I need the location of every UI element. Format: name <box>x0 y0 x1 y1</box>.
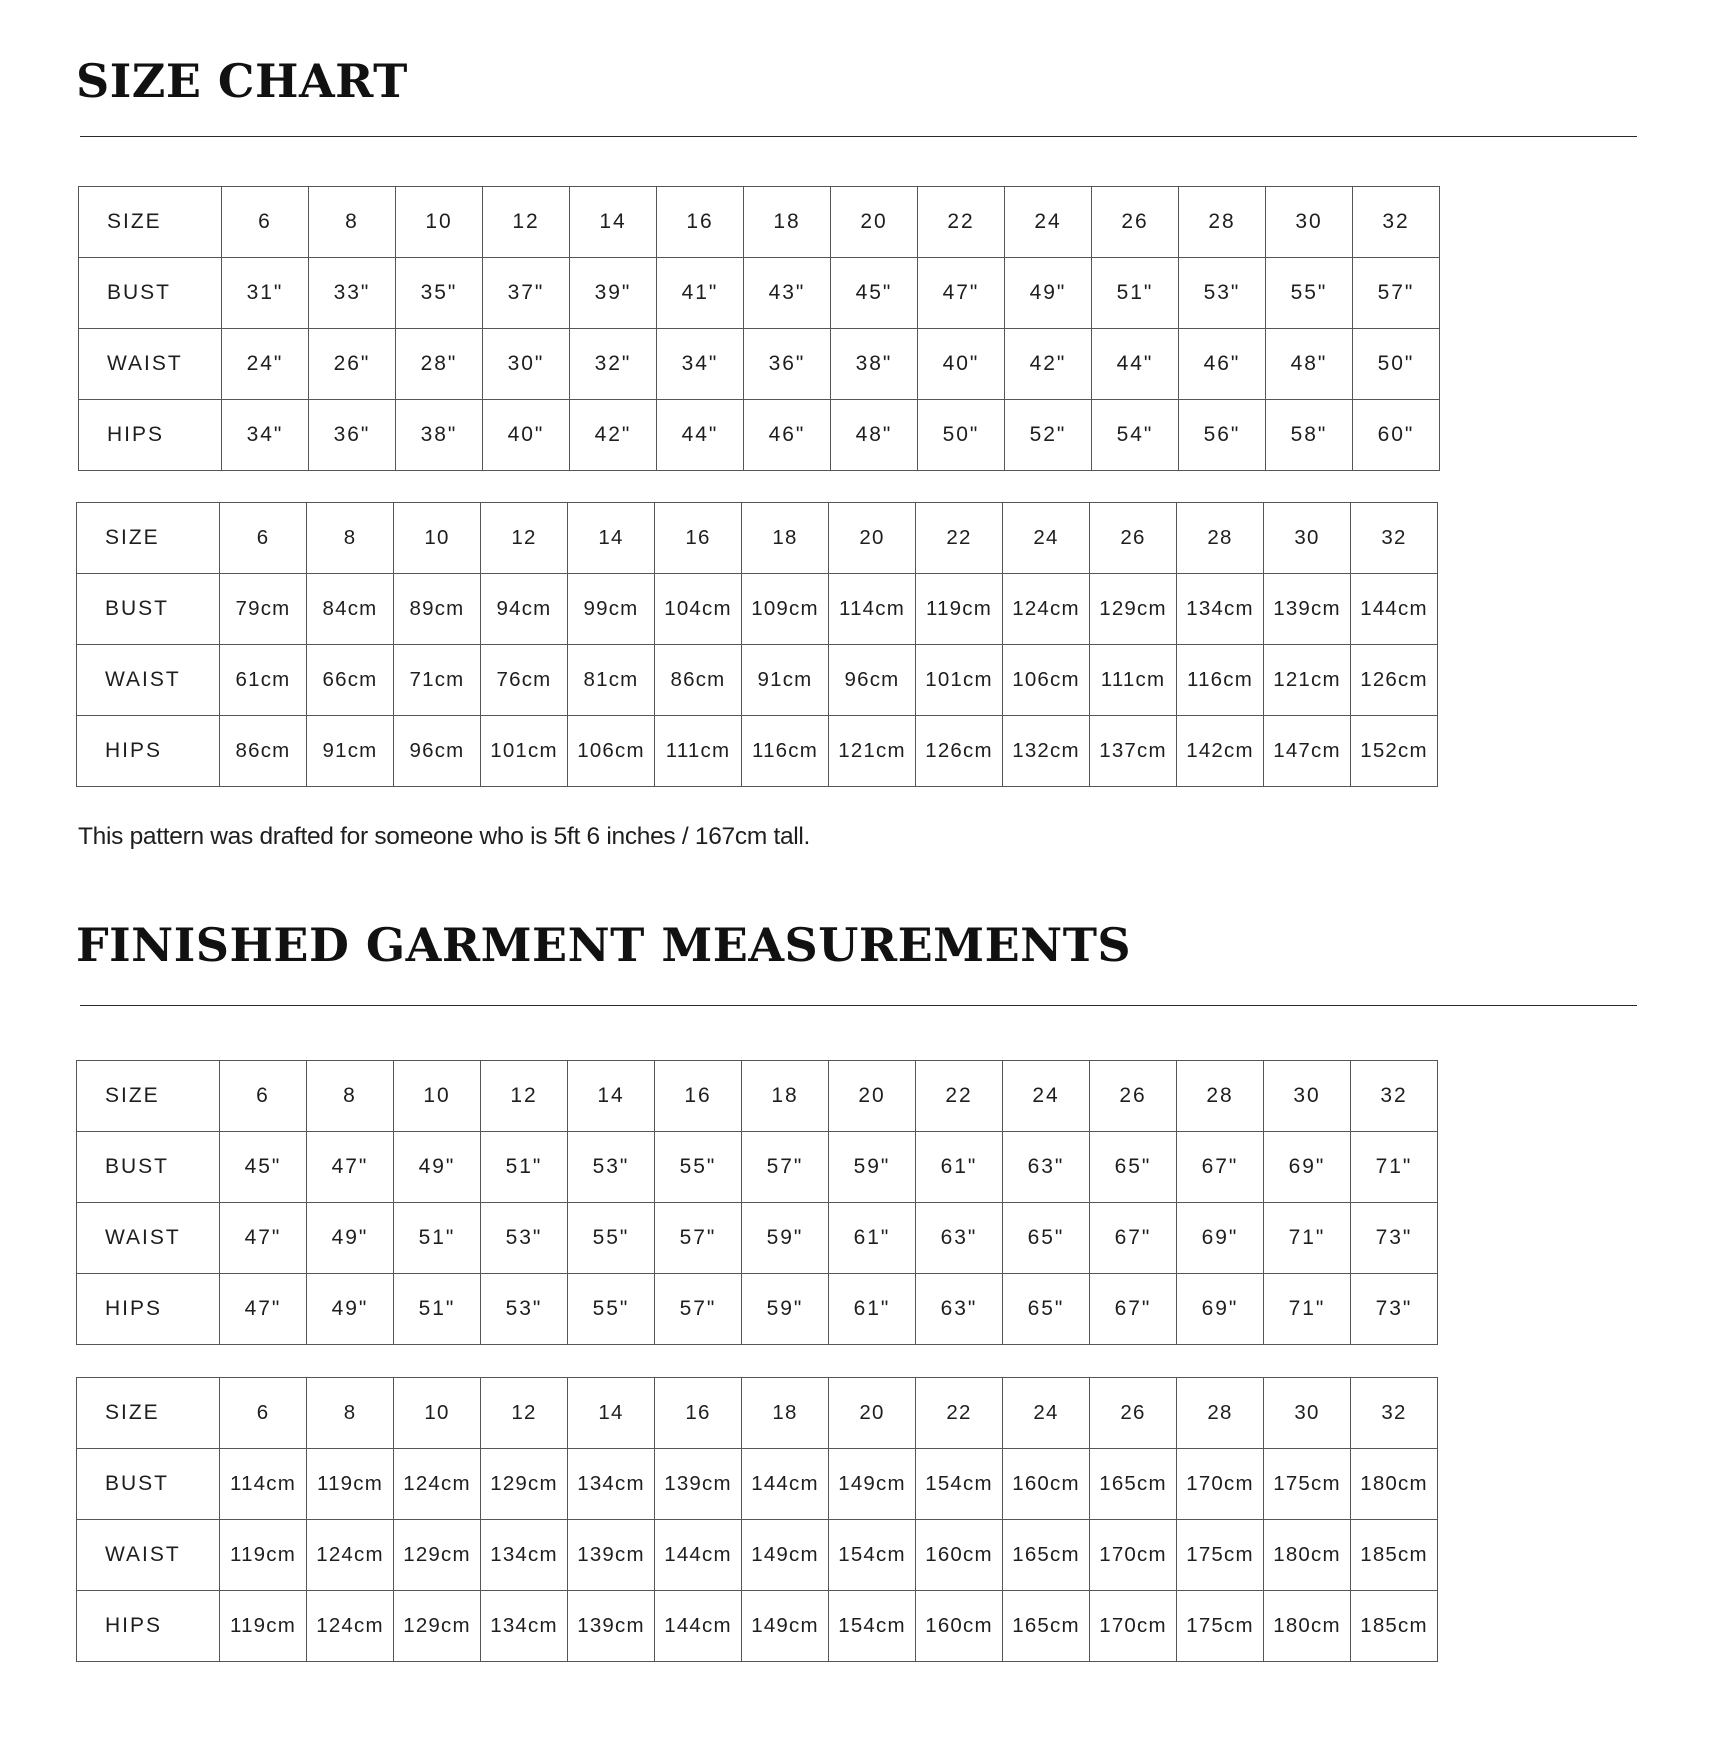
measurement-cell: 129cm <box>1090 574 1177 645</box>
measurement-cell: 57" <box>655 1274 742 1345</box>
measurement-cell: 40" <box>918 329 1005 400</box>
finished-garment-heading: FINISHED GARMENT MEASUREMENTS <box>76 918 1132 972</box>
measurement-cell: 45" <box>831 258 918 329</box>
measurement-cell: 124cm <box>307 1591 394 1662</box>
measurement-row-bust <box>77 1132 1438 1203</box>
measurement-cell: 59" <box>829 1132 916 1203</box>
size-header-cell: 8 <box>309 187 396 258</box>
measurement-cell: 71" <box>1351 1132 1438 1203</box>
measurement-cell: 42" <box>1005 329 1092 400</box>
measurement-cell: 30" <box>483 329 570 400</box>
measurement-cell: 53" <box>1179 258 1266 329</box>
size-header-cell: 8 <box>307 503 394 574</box>
measurement-cell: 36" <box>744 329 831 400</box>
row-label-size: SIZE <box>77 503 220 574</box>
measurement-cell: 73" <box>1351 1203 1438 1274</box>
measurement-cell: 65" <box>1003 1274 1090 1345</box>
measurement-cell: 47" <box>220 1203 307 1274</box>
measurement-cell: 139cm <box>1264 574 1351 645</box>
measurement-cell: 132cm <box>1003 716 1090 787</box>
measurement-cell: 139cm <box>568 1520 655 1591</box>
size-header-cell: 30 <box>1266 187 1353 258</box>
measurement-cell: 96cm <box>394 716 481 787</box>
measurement-cell: 49" <box>394 1132 481 1203</box>
measurement-cell: 49" <box>307 1203 394 1274</box>
size-header-cell: 8 <box>307 1378 394 1449</box>
measurement-cell: 101cm <box>916 645 1003 716</box>
measurement-cell: 180cm <box>1351 1449 1438 1520</box>
measurement-cell: 53" <box>568 1132 655 1203</box>
measurement-cell: 65" <box>1003 1203 1090 1274</box>
size-header-cell: 30 <box>1264 1378 1351 1449</box>
size-header-cell: 14 <box>568 503 655 574</box>
measurement-cell: 160cm <box>916 1520 1003 1591</box>
measurement-cell: 124cm <box>394 1449 481 1520</box>
measurement-cell: 35" <box>396 258 483 329</box>
measurement-cell: 28" <box>396 329 483 400</box>
measurement-row-waist <box>77 1520 1438 1591</box>
measurement-cell: 66cm <box>307 645 394 716</box>
measurement-cell: 170cm <box>1090 1591 1177 1662</box>
measurement-cell: 38" <box>396 400 483 471</box>
measurement-cell: 79cm <box>220 574 307 645</box>
size-header-cell: 32 <box>1353 187 1440 258</box>
finished-garment-cm-table <box>76 1377 1438 1662</box>
row-label-size: SIZE <box>77 1378 220 1449</box>
size-header-cell: 6 <box>222 187 309 258</box>
measurement-cell: 47" <box>918 258 1005 329</box>
measurement-cell: 175cm <box>1264 1449 1351 1520</box>
size-header-cell: 26 <box>1090 1378 1177 1449</box>
measurement-row-bust <box>79 258 1440 329</box>
size-header-cell: 12 <box>481 1378 568 1449</box>
size-header-cell: 14 <box>568 1061 655 1132</box>
measurement-row-waist <box>77 1203 1438 1274</box>
measurement-cell: 42" <box>570 400 657 471</box>
measurement-cell: 46" <box>1179 329 1266 400</box>
measurement-row-bust <box>77 574 1438 645</box>
measurement-cell: 61" <box>829 1274 916 1345</box>
measurement-cell: 45" <box>220 1132 307 1203</box>
measurement-cell: 61" <box>829 1203 916 1274</box>
measurement-cell: 37" <box>483 258 570 329</box>
measurement-cell: 165cm <box>1090 1449 1177 1520</box>
measurement-cell: 36" <box>309 400 396 471</box>
measurement-cell: 134cm <box>568 1449 655 1520</box>
measurement-cell: 24" <box>222 329 309 400</box>
measurement-cell: 154cm <box>829 1591 916 1662</box>
measurement-cell: 129cm <box>481 1449 568 1520</box>
measurement-cell: 81cm <box>568 645 655 716</box>
size-header-cell: 12 <box>481 503 568 574</box>
size-header-cell: 10 <box>394 1378 481 1449</box>
measurement-cell: 180cm <box>1264 1520 1351 1591</box>
measurement-cell: 84cm <box>307 574 394 645</box>
measurement-cell: 32" <box>570 329 657 400</box>
measurement-cell: 63" <box>916 1203 1003 1274</box>
size-header-cell: 26 <box>1090 1061 1177 1132</box>
measurement-cell: 44" <box>657 400 744 471</box>
measurement-cell: 101cm <box>481 716 568 787</box>
measurement-cell: 67" <box>1177 1132 1264 1203</box>
measurement-cell: 54" <box>1092 400 1179 471</box>
size-chart-heading: SIZE CHART <box>76 54 408 108</box>
measurement-cell: 119cm <box>220 1520 307 1591</box>
size-header-cell: 22 <box>918 187 1005 258</box>
size-header-cell: 28 <box>1177 1378 1264 1449</box>
size-header-cell: 18 <box>742 1378 829 1449</box>
measurement-cell: 129cm <box>394 1520 481 1591</box>
size-header-cell: 24 <box>1003 503 1090 574</box>
measurement-cell: 175cm <box>1177 1520 1264 1591</box>
size-header-cell: 20 <box>829 1061 916 1132</box>
measurement-cell: 60" <box>1353 400 1440 471</box>
measurement-cell: 96cm <box>829 645 916 716</box>
measurement-cell: 50" <box>918 400 1005 471</box>
size-header-cell: 10 <box>394 1061 481 1132</box>
measurement-cell: 149cm <box>829 1449 916 1520</box>
row-label-bust: BUST <box>77 574 220 645</box>
row-label-waist: WAIST <box>77 1520 220 1591</box>
size-header-cell: 22 <box>916 503 1003 574</box>
measurement-cell: 134cm <box>481 1520 568 1591</box>
measurement-cell: 71cm <box>394 645 481 716</box>
measurement-cell: 31" <box>222 258 309 329</box>
size-row <box>79 187 1440 258</box>
measurement-cell: 144cm <box>655 1591 742 1662</box>
measurement-cell: 154cm <box>916 1449 1003 1520</box>
measurement-cell: 48" <box>831 400 918 471</box>
measurement-cell: 47" <box>307 1132 394 1203</box>
measurement-cell: 71" <box>1264 1274 1351 1345</box>
measurement-cell: 99cm <box>568 574 655 645</box>
measurement-cell: 55" <box>1266 258 1353 329</box>
measurement-cell: 185cm <box>1351 1520 1438 1591</box>
measurement-cell: 69" <box>1177 1274 1264 1345</box>
measurement-cell: 134cm <box>481 1591 568 1662</box>
measurement-cell: 152cm <box>1351 716 1438 787</box>
row-label-size: SIZE <box>79 187 222 258</box>
measurement-cell: 47" <box>220 1274 307 1345</box>
row-label-hips: HIPS <box>77 1591 220 1662</box>
measurement-cell: 165cm <box>1003 1520 1090 1591</box>
measurement-cell: 139cm <box>655 1449 742 1520</box>
measurement-cell: 119cm <box>220 1591 307 1662</box>
measurement-cell: 49" <box>307 1274 394 1345</box>
measurement-cell: 137cm <box>1090 716 1177 787</box>
measurement-cell: 33" <box>309 258 396 329</box>
measurement-cell: 149cm <box>742 1520 829 1591</box>
size-header-cell: 14 <box>568 1378 655 1449</box>
row-label-waist: WAIST <box>79 329 222 400</box>
measurement-row-waist <box>77 645 1438 716</box>
measurement-cell: 180cm <box>1264 1591 1351 1662</box>
size-header-cell: 12 <box>481 1061 568 1132</box>
measurement-cell: 144cm <box>742 1449 829 1520</box>
size-header-cell: 18 <box>742 503 829 574</box>
measurement-cell: 154cm <box>829 1520 916 1591</box>
measurement-cell: 57" <box>1353 258 1440 329</box>
measurement-cell: 126cm <box>916 716 1003 787</box>
measurement-row-waist <box>79 329 1440 400</box>
measurement-row-hips <box>77 1274 1438 1345</box>
size-row <box>77 1061 1438 1132</box>
size-header-cell: 22 <box>916 1378 1003 1449</box>
size-header-cell: 28 <box>1177 1061 1264 1132</box>
measurement-cell: 34" <box>657 329 744 400</box>
measurement-cell: 63" <box>1003 1132 1090 1203</box>
pattern-height-note: This pattern was drafted for someone who is 5ft 6 inches / 167cm tall. <box>78 823 811 850</box>
measurement-cell: 185cm <box>1351 1591 1438 1662</box>
measurement-cell: 34" <box>222 400 309 471</box>
measurement-cell: 116cm <box>742 716 829 787</box>
measurement-row-hips <box>79 400 1440 471</box>
measurement-cell: 114cm <box>220 1449 307 1520</box>
measurement-cell: 69" <box>1264 1132 1351 1203</box>
measurement-cell: 51" <box>481 1132 568 1203</box>
row-label-bust: BUST <box>77 1132 220 1203</box>
measurement-cell: 124cm <box>307 1520 394 1591</box>
size-header-cell: 12 <box>483 187 570 258</box>
row-label-waist: WAIST <box>77 1203 220 1274</box>
measurement-cell: 57" <box>742 1132 829 1203</box>
measurement-cell: 41" <box>657 258 744 329</box>
row-label-hips: HIPS <box>79 400 222 471</box>
row-label-bust: BUST <box>79 258 222 329</box>
measurement-cell: 61" <box>916 1132 1003 1203</box>
size-header-cell: 14 <box>570 187 657 258</box>
size-header-cell: 20 <box>829 503 916 574</box>
size-header-cell: 16 <box>655 503 742 574</box>
measurement-cell: 51" <box>394 1203 481 1274</box>
size-chart-cm-table <box>76 502 1438 787</box>
size-row <box>77 1378 1438 1449</box>
row-label-bust: BUST <box>77 1449 220 1520</box>
measurement-cell: 144cm <box>655 1520 742 1591</box>
size-header-cell: 6 <box>220 1061 307 1132</box>
measurement-cell: 86cm <box>655 645 742 716</box>
row-label-waist: WAIST <box>77 645 220 716</box>
size-header-cell: 6 <box>220 503 307 574</box>
row-label-hips: HIPS <box>77 1274 220 1345</box>
measurement-row-bust <box>77 1449 1438 1520</box>
size-header-cell: 18 <box>742 1061 829 1132</box>
size-header-cell: 24 <box>1003 1061 1090 1132</box>
size-header-cell: 16 <box>655 1378 742 1449</box>
finished-garment-divider <box>80 1005 1637 1006</box>
measurement-cell: 49" <box>1005 258 1092 329</box>
measurement-cell: 144cm <box>1351 574 1438 645</box>
measurement-cell: 53" <box>481 1274 568 1345</box>
size-header-cell: 32 <box>1351 503 1438 574</box>
size-header-cell: 30 <box>1264 1061 1351 1132</box>
measurement-cell: 61cm <box>220 645 307 716</box>
measurement-cell: 55" <box>568 1274 655 1345</box>
measurement-cell: 59" <box>742 1274 829 1345</box>
measurement-cell: 55" <box>655 1132 742 1203</box>
size-header-cell: 8 <box>307 1061 394 1132</box>
measurement-row-hips <box>77 716 1438 787</box>
measurement-cell: 69" <box>1177 1203 1264 1274</box>
size-header-cell: 16 <box>655 1061 742 1132</box>
finished-garment-inches-table <box>76 1060 1438 1345</box>
measurement-cell: 104cm <box>655 574 742 645</box>
measurement-cell: 43" <box>744 258 831 329</box>
size-header-cell: 28 <box>1177 503 1264 574</box>
measurement-cell: 170cm <box>1090 1520 1177 1591</box>
measurement-cell: 46" <box>744 400 831 471</box>
measurement-cell: 147cm <box>1264 716 1351 787</box>
measurement-cell: 39" <box>570 258 657 329</box>
measurement-cell: 116cm <box>1177 645 1264 716</box>
measurement-cell: 51" <box>1092 258 1179 329</box>
measurement-cell: 126cm <box>1351 645 1438 716</box>
measurement-cell: 119cm <box>307 1449 394 1520</box>
size-header-cell: 10 <box>396 187 483 258</box>
measurement-cell: 109cm <box>742 574 829 645</box>
size-header-cell: 16 <box>657 187 744 258</box>
measurement-cell: 86cm <box>220 716 307 787</box>
measurement-cell: 129cm <box>394 1591 481 1662</box>
measurement-cell: 165cm <box>1003 1591 1090 1662</box>
size-header-cell: 24 <box>1003 1378 1090 1449</box>
measurement-cell: 44" <box>1092 329 1179 400</box>
measurement-cell: 56" <box>1179 400 1266 471</box>
measurement-cell: 119cm <box>916 574 1003 645</box>
size-header-cell: 32 <box>1351 1061 1438 1132</box>
measurement-cell: 53" <box>481 1203 568 1274</box>
measurement-cell: 51" <box>394 1274 481 1345</box>
measurement-cell: 106cm <box>568 716 655 787</box>
measurement-cell: 121cm <box>829 716 916 787</box>
measurement-cell: 111cm <box>655 716 742 787</box>
measurement-cell: 170cm <box>1177 1449 1264 1520</box>
size-header-cell: 30 <box>1264 503 1351 574</box>
row-label-size: SIZE <box>77 1061 220 1132</box>
measurement-cell: 160cm <box>916 1591 1003 1662</box>
measurement-cell: 26" <box>309 329 396 400</box>
measurement-cell: 175cm <box>1177 1591 1264 1662</box>
measurement-cell: 52" <box>1005 400 1092 471</box>
measurement-cell: 91cm <box>307 716 394 787</box>
size-header-cell: 24 <box>1005 187 1092 258</box>
size-header-cell: 6 <box>220 1378 307 1449</box>
measurement-cell: 57" <box>655 1203 742 1274</box>
measurement-cell: 38" <box>831 329 918 400</box>
measurement-cell: 55" <box>568 1203 655 1274</box>
measurement-cell: 50" <box>1353 329 1440 400</box>
measurement-cell: 114cm <box>829 574 916 645</box>
measurement-cell: 67" <box>1090 1203 1177 1274</box>
measurement-cell: 111cm <box>1090 645 1177 716</box>
measurement-cell: 73" <box>1351 1274 1438 1345</box>
measurement-cell: 142cm <box>1177 716 1264 787</box>
size-header-cell: 20 <box>831 187 918 258</box>
measurement-cell: 139cm <box>568 1591 655 1662</box>
measurement-cell: 48" <box>1266 329 1353 400</box>
measurement-cell: 160cm <box>1003 1449 1090 1520</box>
row-label-hips: HIPS <box>77 716 220 787</box>
size-chart-inches-table <box>78 186 1440 471</box>
size-header-cell: 28 <box>1179 187 1266 258</box>
size-chart-divider <box>80 136 1637 137</box>
size-header-cell: 22 <box>916 1061 1003 1132</box>
measurement-cell: 121cm <box>1264 645 1351 716</box>
measurement-cell: 106cm <box>1003 645 1090 716</box>
measurement-cell: 40" <box>483 400 570 471</box>
size-header-cell: 18 <box>744 187 831 258</box>
measurement-cell: 134cm <box>1177 574 1264 645</box>
measurement-row-hips <box>77 1591 1438 1662</box>
size-header-cell: 10 <box>394 503 481 574</box>
measurement-cell: 124cm <box>1003 574 1090 645</box>
measurement-cell: 89cm <box>394 574 481 645</box>
measurement-cell: 149cm <box>742 1591 829 1662</box>
measurement-cell: 58" <box>1266 400 1353 471</box>
measurement-cell: 91cm <box>742 645 829 716</box>
measurement-cell: 65" <box>1090 1132 1177 1203</box>
measurement-cell: 94cm <box>481 574 568 645</box>
size-header-cell: 32 <box>1351 1378 1438 1449</box>
measurement-cell: 63" <box>916 1274 1003 1345</box>
measurement-cell: 76cm <box>481 645 568 716</box>
measurement-cell: 67" <box>1090 1274 1177 1345</box>
size-header-cell: 26 <box>1092 187 1179 258</box>
size-row <box>77 503 1438 574</box>
measurement-cell: 59" <box>742 1203 829 1274</box>
size-header-cell: 20 <box>829 1378 916 1449</box>
size-header-cell: 26 <box>1090 503 1177 574</box>
measurement-cell: 71" <box>1264 1203 1351 1274</box>
